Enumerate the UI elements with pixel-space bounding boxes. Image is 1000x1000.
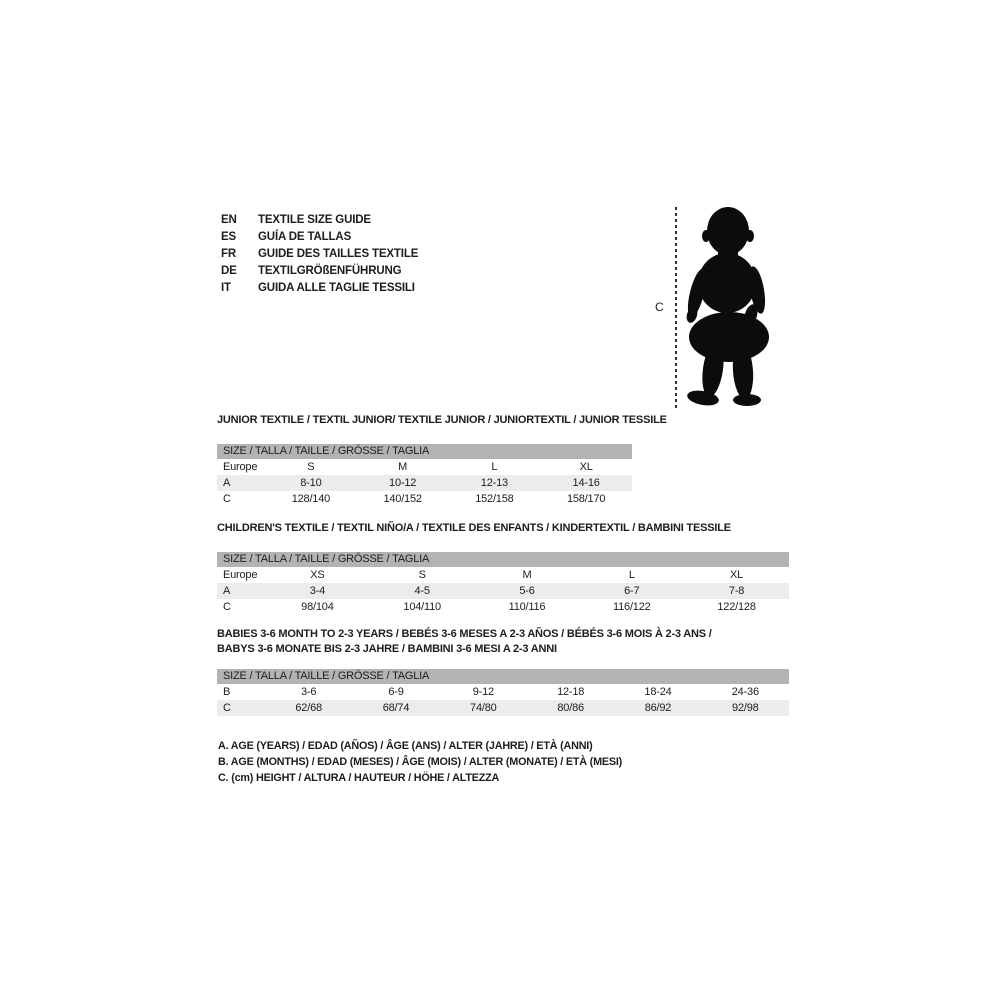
childrens-textile-table-section [217, 521, 789, 615]
table-row [217, 599, 789, 615]
row-label: C [223, 601, 231, 613]
table-title: BABYS 3-6 MONATE BIS 2-3 JAHRE / BAMBINI 3-6 MESI A 2-3 ANNI [217, 643, 557, 655]
table-cell: XS [310, 569, 325, 581]
table-title: CHILDREN'S TEXTILE / TEXTIL NIÑO/A / TEXTILE DES ENFANTS / KINDERTEXTIL / BAMBINI TESSILE [217, 522, 731, 534]
legend-line: B. AGE (MONTHS) / EDAD (MESES) / ÂGE (MOIS) / ALTER (MONATE) / ETÀ (MESI) [218, 756, 623, 768]
table-cell: 24-36 [731, 686, 759, 698]
table-cell: S [307, 461, 315, 473]
table-row [217, 684, 789, 700]
table-cell: 18-24 [644, 686, 672, 698]
table-cell: 6-7 [624, 585, 640, 597]
size-header-bar: SIZE / TALLA / TAILLE / GRÖSSE / TAGLIA [217, 669, 789, 684]
language-code: EN [221, 214, 237, 226]
table-cell: 4-5 [414, 585, 430, 597]
table-cell: 68/74 [382, 702, 410, 714]
table-title: JUNIOR TEXTILE / TEXTIL JUNIOR/ TEXTILE JUNIOR / JUNIORTEXTIL / JUNIOR TESSILE [217, 414, 667, 426]
row-label: C [223, 702, 231, 714]
table-cell: L [491, 461, 498, 473]
table-cell: XL [579, 461, 593, 473]
table-cell: 128/140 [291, 493, 331, 505]
language-label: GUIDE DES TAILLES TEXTILE [258, 248, 419, 260]
table-cell: 158/170 [566, 493, 606, 505]
language-code: IT [221, 282, 231, 294]
table-cell: 5-6 [519, 585, 535, 597]
language-code: ES [221, 231, 237, 243]
table-cell: 122/128 [717, 601, 756, 613]
table-cell: 110/116 [508, 601, 546, 613]
height-measure-label: C [655, 300, 664, 314]
table-cell: 116/122 [613, 601, 651, 613]
table-cell: 3-4 [309, 585, 326, 597]
table-row [217, 583, 789, 599]
language-label: GUÍA DE TALLAS [258, 231, 352, 243]
table-cell: 152/158 [475, 493, 514, 505]
row-label: B [223, 686, 231, 698]
language-label: TEXTILE SIZE GUIDE [258, 214, 371, 226]
table-cell: 62/68 [295, 702, 322, 714]
toddler-figure [650, 200, 790, 415]
table-row [217, 491, 632, 507]
table-cell: 86/92 [644, 702, 672, 714]
language-label: TEXTILGRÖßENFÜHRUNG [258, 265, 402, 277]
table-row [217, 459, 632, 475]
language-item [221, 212, 418, 229]
size-table [217, 552, 789, 615]
table-cell: 14-16 [572, 477, 600, 489]
language-code: DE [221, 265, 237, 277]
row-label: A [223, 477, 231, 489]
table-cell: 92/98 [732, 702, 759, 714]
row-label: Europe [223, 569, 258, 581]
height-measure-line [675, 207, 677, 408]
table-cell: 74/80 [470, 702, 497, 714]
legend-line: C. (cm) HEIGHT / ALTURA / HAUTEUR / HÖHE / ALTEZZA [218, 772, 500, 784]
language-code: FR [221, 248, 237, 260]
table-cell: 7-8 [728, 585, 745, 597]
table-cell: 104/110 [403, 601, 441, 613]
table-title: BABIES 3-6 MONTH TO 2-3 YEARS / BEBÉS 3-6 MESES A 2-3 AÑOS / BÉBÉS 3-6 MOIS À 2-3 ANS / [217, 628, 712, 640]
table-cell: 12-13 [480, 477, 508, 489]
language-item [221, 280, 418, 297]
size-table [217, 669, 789, 716]
table-row [217, 700, 789, 716]
table-cell: 10-12 [389, 477, 417, 489]
table-cell: 3-6 [301, 686, 317, 698]
row-label: C [223, 493, 231, 505]
size-header-bar: SIZE / TALLA / TAILLE / GRÖSSE / TAGLIA [217, 444, 632, 459]
table-row [217, 567, 789, 583]
table-cell: M [398, 461, 408, 473]
table-cell: 8-10 [300, 477, 322, 489]
junior-textile-table-section [217, 413, 667, 507]
table-cell: 12-18 [557, 686, 585, 698]
table-cell: 9-12 [472, 686, 494, 698]
legend [218, 738, 622, 786]
table-cell: M [522, 569, 532, 581]
language-item [221, 263, 418, 280]
language-item [221, 246, 418, 263]
table-cell: 80/86 [557, 702, 584, 714]
table-cell: L [628, 569, 635, 581]
babies-textile-table-section [217, 627, 789, 716]
toddler-silhouette-icon [685, 205, 775, 409]
size-table [217, 444, 632, 507]
legend-line: A. AGE (YEARS) / EDAD (AÑOS) / ÂGE (ANS) / ALTER (JAHRE) / ETÀ (ANNI) [218, 740, 593, 752]
table-cell: 98/104 [301, 601, 334, 613]
table-cell: S [418, 569, 426, 581]
table-row [217, 475, 632, 491]
table-cell: XL [730, 569, 744, 581]
table-cell: 140/152 [383, 493, 422, 505]
language-list [221, 212, 418, 297]
row-label: A [223, 585, 231, 597]
row-label: Europe [223, 461, 258, 473]
language-item [221, 229, 418, 246]
table-cell: 6-9 [388, 686, 404, 698]
size-header-bar: SIZE / TALLA / TAILLE / GRÖSSE / TAGLIA [217, 552, 789, 567]
language-label: GUIDA ALLE TAGLIE TESSILI [258, 282, 415, 294]
